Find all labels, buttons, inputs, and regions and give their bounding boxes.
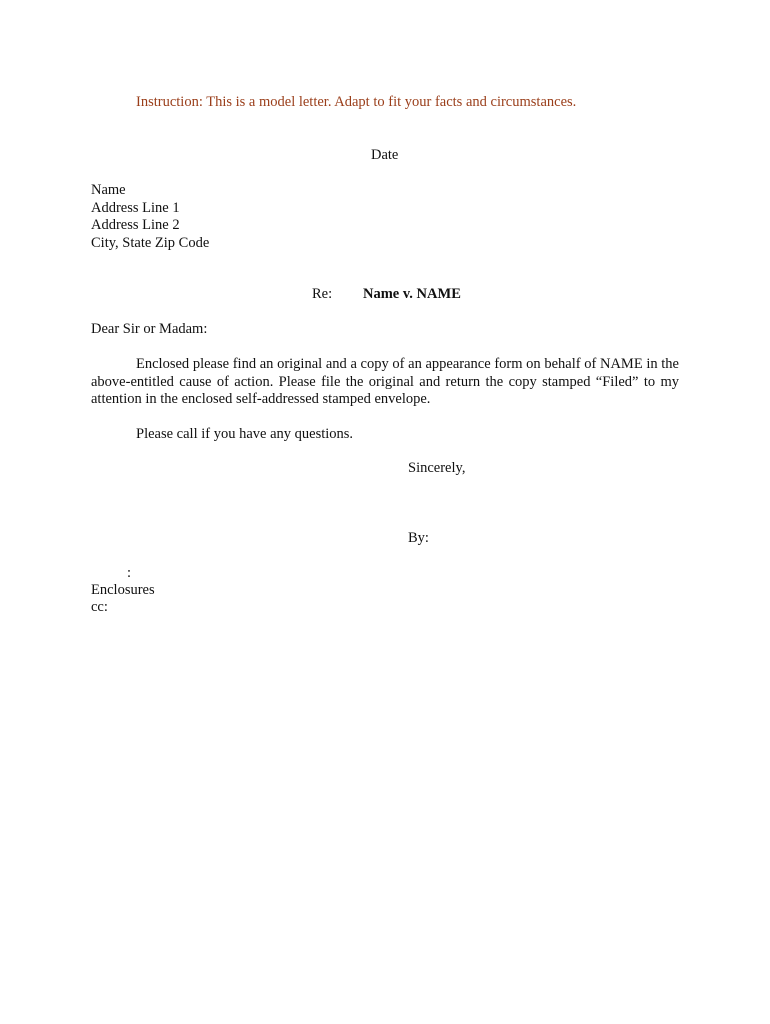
closing-sincerely: Sincerely, (408, 460, 466, 476)
instruction-note: Instruction: This is a model letter. Adapt to fit your facts and circumstances. (136, 94, 577, 110)
signature-by-line: By: (408, 530, 429, 546)
address-line-1: Address Line 1 (91, 199, 180, 216)
recipient-address-block (91, 182, 209, 252)
cc-note: cc: (91, 599, 108, 615)
re-case-name: Name v. NAME (363, 286, 461, 302)
letter-date: Date (371, 147, 399, 163)
body-paragraph-questions: Please call if you have any questions. (136, 426, 354, 442)
re-label: Re: (312, 286, 333, 302)
initials-colon: : (127, 565, 132, 581)
city-state-zip: City, State Zip Code (91, 234, 210, 251)
body-paragraph-enclosure: Enclosed please find an original and a copy of an appearance form on behalf of NAME in the above-entitled cause of action. Please file the original and return the copy stamped “Filed” to my attention in the enclosed self-addressed stamped envelope. (91, 356, 679, 407)
address-line-2: Address Line 2 (91, 217, 180, 233)
recipient-name: Name (91, 182, 126, 198)
salutation: Dear Sir or Madam: (91, 321, 208, 337)
enclosures-note: Enclosures (91, 582, 155, 598)
